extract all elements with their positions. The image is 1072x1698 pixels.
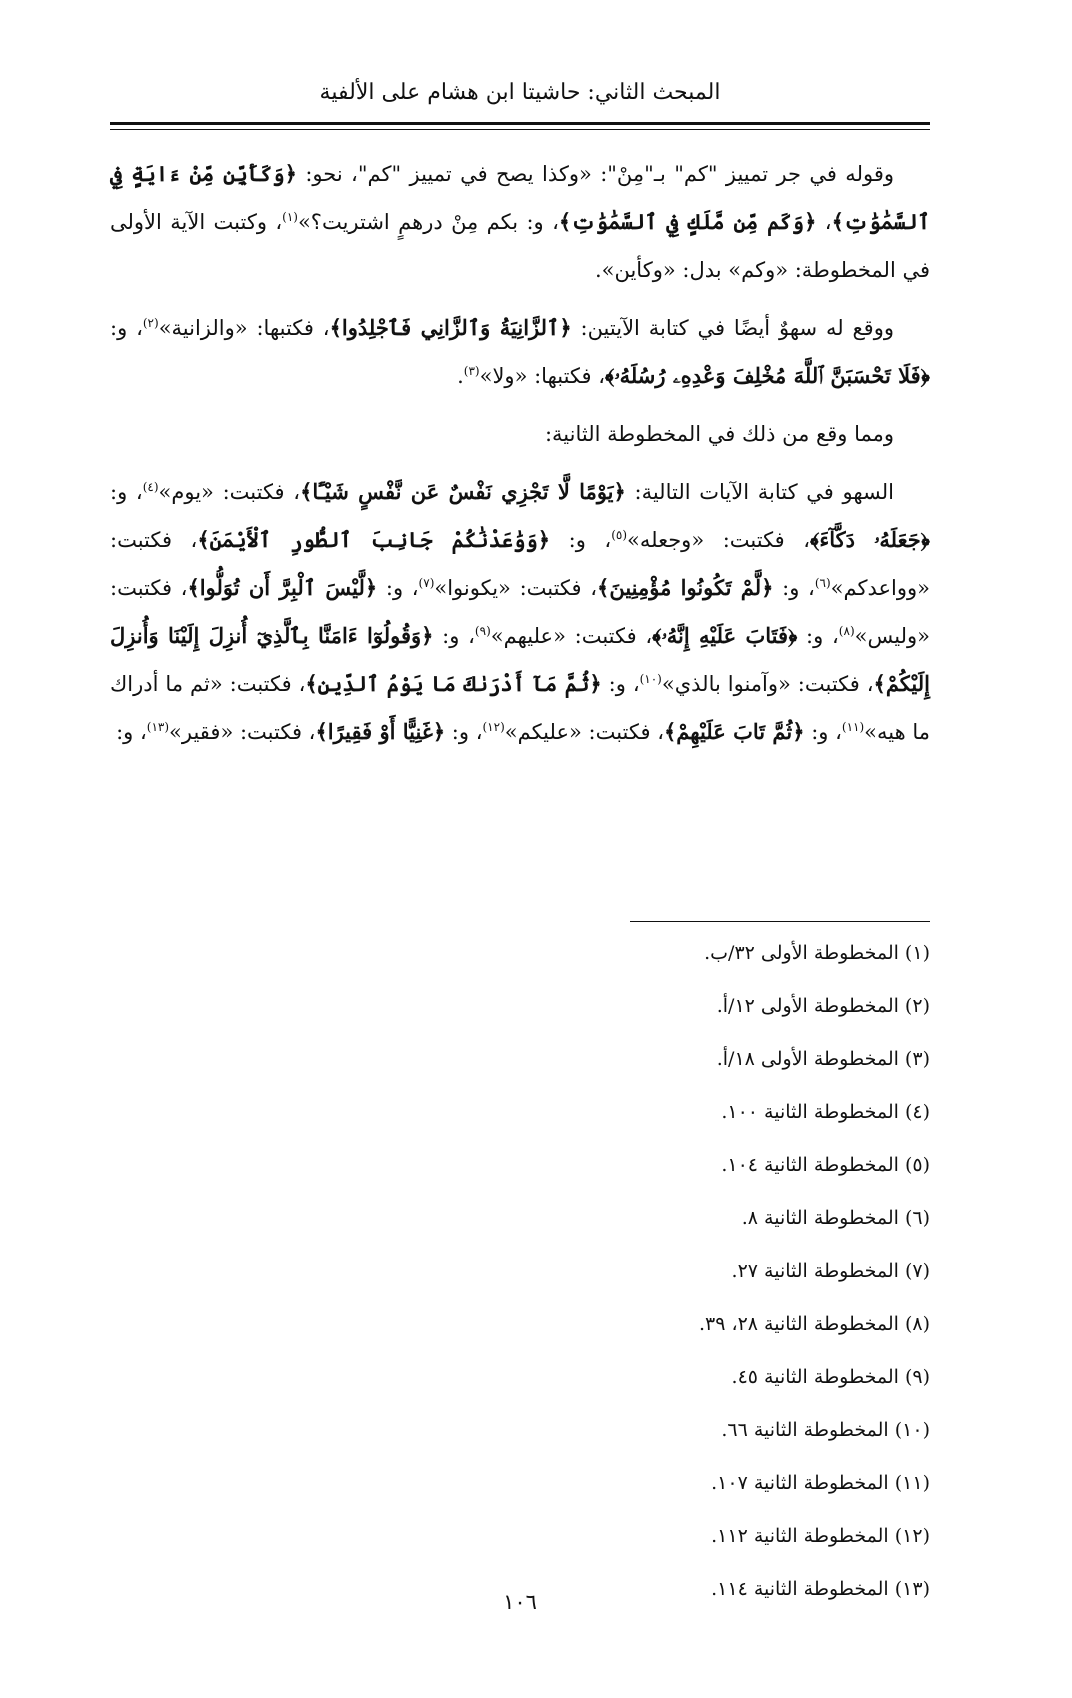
quran-verse: ﴿وَقُولُوٓا ءَامَنَّا بِٱلَّذِيٓ أُنزِلَ إِلَيْنَا وَأُنزِلَ إِلَيْكُمْ﴾ bbox=[110, 623, 930, 696]
text-run: ، و: bbox=[116, 720, 147, 744]
page-number: ١٠٦ bbox=[503, 1590, 537, 1614]
footnote-ref[interactable]: (٧) bbox=[418, 576, 435, 590]
text-run: ومما وقع من ذلك في المخطوطة الثانية: bbox=[544, 422, 894, 446]
quran-verse: ﴿ثُمَّ تَابَ عَلَيْهِمْ﴾ bbox=[663, 719, 805, 744]
text-run: ، و: بكم مِنْ درهمٍ اشتريت؟» bbox=[297, 210, 559, 234]
text-run: ، و: bbox=[550, 528, 612, 552]
footnote-item: (٧) المخطوطة الثانية ٢٧. bbox=[731, 1260, 930, 1282]
quran-verse: ﴿وَكَم مِّن مَّلَكٍ فِي ٱلسَّمَٰوَٰتِ﴾ bbox=[558, 209, 817, 234]
text-run: ، و: bbox=[110, 480, 143, 504]
text-run: ، فكتبت: «وواعدكم» bbox=[110, 528, 930, 600]
footnote-item: (٢) المخطوطة الأولى ١٢/أ. bbox=[716, 995, 930, 1017]
footnote-ref[interactable]: (١١) bbox=[841, 720, 865, 734]
text-run: ووقع له سهوٌ أيضًا في كتابة الآيتين: bbox=[571, 316, 894, 340]
footnote-ref[interactable]: (٥) bbox=[611, 528, 628, 542]
header-rule-thin bbox=[110, 129, 930, 130]
text-run: ، و: bbox=[773, 576, 815, 600]
quran-verse: ﴿لَّمْ تَكُونُوا مُؤْمِنِينَ﴾ bbox=[597, 575, 774, 600]
running-header: المبحث الثاني: حاشيتا ابن هشام على الألفية bbox=[319, 80, 721, 105]
main-text bbox=[110, 150, 930, 756]
footnote-ref[interactable]: (٢) bbox=[142, 316, 159, 330]
footnote-ref[interactable]: (٩) bbox=[474, 624, 491, 638]
quran-verse: ﴿جَعَلَهُۥ دَكَّآءَ﴾ bbox=[810, 527, 930, 552]
quran-verse: ﴿ثُمَّ مَآ أَدْرَىٰكَ مَا يَوْمُ ٱلدِّينِ﴾ bbox=[305, 671, 602, 696]
footnotes-list bbox=[110, 940, 930, 1629]
footnote-item: (٣) المخطوطة الأولى ١٨/أ. bbox=[716, 1048, 930, 1070]
footnote-item: (١١) المخطوطة الثانية ١٠٧. bbox=[711, 1472, 930, 1494]
quran-verse: ﴿لَّيْسَ ٱلْبِرَّ أَن تُوَلُّوا﴾ bbox=[187, 575, 378, 600]
text-run: ، و: bbox=[445, 720, 483, 744]
footnote-ref[interactable]: (٦) bbox=[814, 576, 831, 590]
footnote-item: (١٢) المخطوطة الثانية ١١٢. bbox=[711, 1525, 930, 1547]
text-run: ، فكتبت: «عليكم» bbox=[504, 720, 664, 744]
text-run: ، فكتبها: «ولا» bbox=[479, 364, 606, 388]
text-run: ، و: bbox=[601, 672, 640, 696]
footnote-item: (٦) المخطوطة الثانية ٨. bbox=[741, 1207, 930, 1229]
text-run: ، و: bbox=[804, 720, 842, 744]
text-run: ، فكتبت: «عليهم» bbox=[490, 624, 653, 648]
text-run: ، فكتبها: «والزانية» bbox=[158, 316, 330, 340]
footnote-ref[interactable]: (٤) bbox=[142, 480, 159, 494]
text-run: ، فكتبت: «وليس» bbox=[110, 576, 930, 648]
footnote-item: (٨) المخطوطة الثانية ٢٨، ٣٩. bbox=[698, 1313, 930, 1335]
footnote-ref[interactable]: (٨) bbox=[838, 624, 855, 638]
text-run: ، و: bbox=[433, 624, 475, 648]
footnote-item: (٩) المخطوطة الثانية ٤٥. bbox=[731, 1366, 930, 1388]
header-rule-thick bbox=[110, 122, 930, 125]
footnote-separator bbox=[630, 921, 930, 922]
text-run: وقوله في جر تمييز "كم" بـ"مِنْ": «وكذا يصح في تمييز "كم"، نحو: bbox=[296, 162, 894, 186]
text-run: ، و: bbox=[377, 576, 419, 600]
text-run: ، و: bbox=[110, 316, 143, 340]
quran-verse: ﴿وَكَأَيِّن مِّنْ ءَايَةٍ فِي ٱلسَّمَٰوَٰتِ﴾ bbox=[110, 161, 930, 234]
text-run: ، bbox=[816, 210, 832, 234]
text-run: ، فكتبت: «وجعله» bbox=[627, 528, 811, 552]
text-run: ، فكتبت: «يوم» bbox=[158, 480, 301, 504]
footnote-item: (١) المخطوطة الأولى ٣٢/ب. bbox=[704, 942, 930, 964]
footnote-ref[interactable]: (١) bbox=[282, 210, 298, 224]
footnote-item: (٤) المخطوطة الثانية ١٠٠. bbox=[721, 1101, 930, 1123]
quran-verse: ﴿فَلَا تَحْسَبَنَّ ٱللَّهَ مُخْلِفَ وَعْدِهِۦ رُسُلَهُۥ﴾ bbox=[605, 363, 930, 388]
quran-verse: ﴿وَوَٰعَدْنَٰكُمْ جَانِبَ ٱلطُّورِ ٱلْأَيْمَنَ﴾ bbox=[197, 527, 551, 552]
text-run: ، و: bbox=[797, 624, 839, 648]
footnote-ref[interactable]: (١٣) bbox=[146, 720, 170, 734]
footnote-item: (٥) المخطوطة الثانية ١٠٤. bbox=[721, 1154, 930, 1176]
footnote-item: (١٣) المخطوطة الثانية ١١٤. bbox=[711, 1578, 930, 1600]
footnote-ref[interactable]: (٣) bbox=[463, 364, 480, 378]
paragraph-4 bbox=[110, 468, 930, 756]
text-run: ، وكتبت الآية الأولى في المخطوطة: «وكم» بدل: «وكأين». bbox=[110, 210, 930, 282]
text-run: ، فكتبت: «ثم ما أدراك ما هيه» bbox=[110, 672, 930, 744]
footnote-ref[interactable]: (١٠) bbox=[639, 672, 662, 686]
text-run: السهو في كتابة الآيات التالية: bbox=[625, 480, 894, 504]
text-run: . bbox=[457, 364, 464, 388]
footnote-ref[interactable]: (١٢) bbox=[482, 720, 505, 734]
quran-verse: ﴿يَوْمًا لَّا تَجْزِي نَفْسٌ عَن نَّفْسٍ شَيْـًٔا﴾ bbox=[300, 479, 626, 504]
text-run: ، فكتبت: «وآمنوا بالذي» bbox=[661, 672, 874, 696]
footnote-item: (١٠) المخطوطة الثانية ٦٦. bbox=[721, 1419, 930, 1441]
quran-verse: ﴿ٱلزَّانِيَةُ وَٱلزَّانِي فَٱجْلِدُوا﴾ bbox=[329, 315, 572, 340]
paragraph-1 bbox=[110, 150, 930, 294]
quran-verse: ﴿غَنِيًّا أَوْ فَقِيرًا﴾ bbox=[315, 719, 446, 744]
quran-verse: ﴿فَتَابَ عَلَيْهِ إِنَّهُۥ﴾ bbox=[652, 623, 798, 648]
text-run: ، فكتبت: «يكونوا» bbox=[434, 576, 598, 600]
paragraph-3 bbox=[110, 410, 930, 458]
text-run: ، فكتبت: «فقير» bbox=[169, 720, 316, 744]
paragraph-2 bbox=[110, 304, 930, 400]
